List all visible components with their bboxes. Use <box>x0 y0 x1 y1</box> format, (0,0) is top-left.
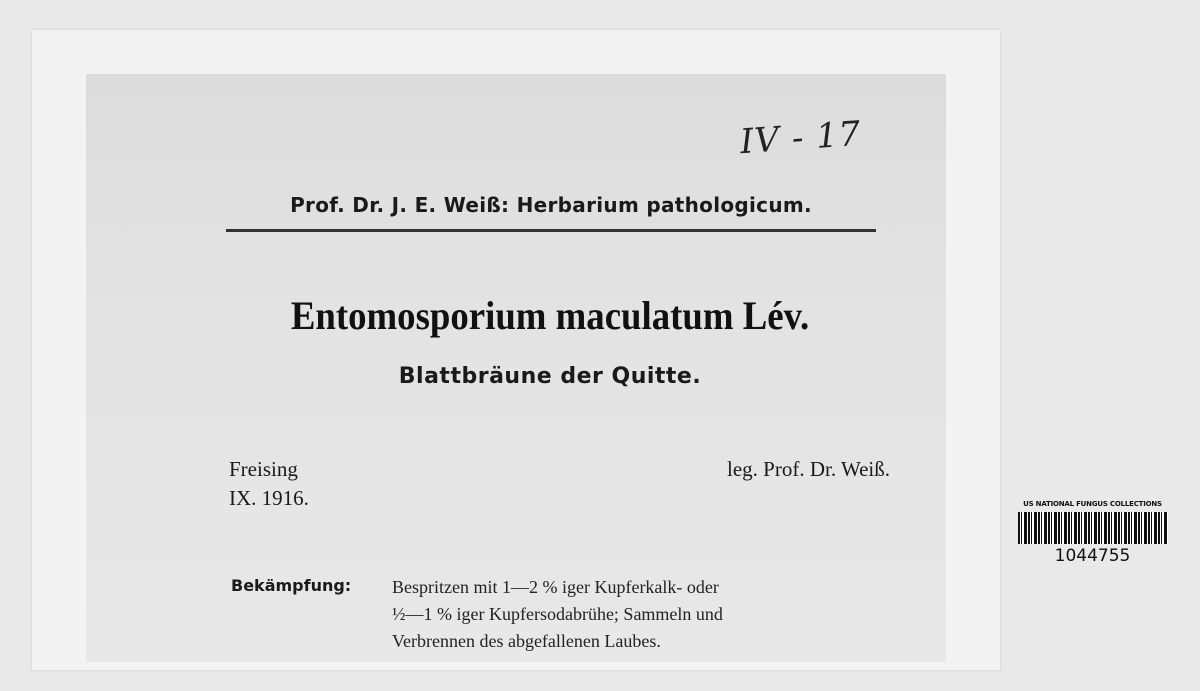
barcode-number: 1044755 <box>1054 546 1131 566</box>
locality-place: Freising <box>229 457 298 481</box>
control-label: Bekämpfung: <box>231 576 352 595</box>
locality-block <box>229 455 309 513</box>
control-line: Bespritzen mit 1—2 % iger Kupferkalk- oder <box>392 577 719 597</box>
control-text <box>392 574 892 655</box>
control-line: Verbrennen des abgefallenen Laubes. <box>392 631 661 651</box>
herbarium-header: Prof. Dr. J. E. Weiß: Herbarium pathologicum. <box>290 193 812 217</box>
species-name: Entomosporium maculatum Lév. <box>290 293 810 338</box>
control-line: ½—1 % iger Kupfersodabrühe; Sammeln und <box>392 604 723 624</box>
header-rule <box>226 229 876 232</box>
barcode-label <box>1010 500 1175 580</box>
barcode-header: US NATIONAL FUNGUS COLLECTIONS <box>1023 500 1162 508</box>
common-name: Blattbräune der Quitte. <box>398 364 702 389</box>
collection-date: IX. 1916. <box>229 486 309 510</box>
handwritten-note: IV - 17 <box>738 113 863 163</box>
barcode-icon <box>1018 512 1168 544</box>
collector: leg. Prof. Dr. Weiß. <box>727 457 890 481</box>
